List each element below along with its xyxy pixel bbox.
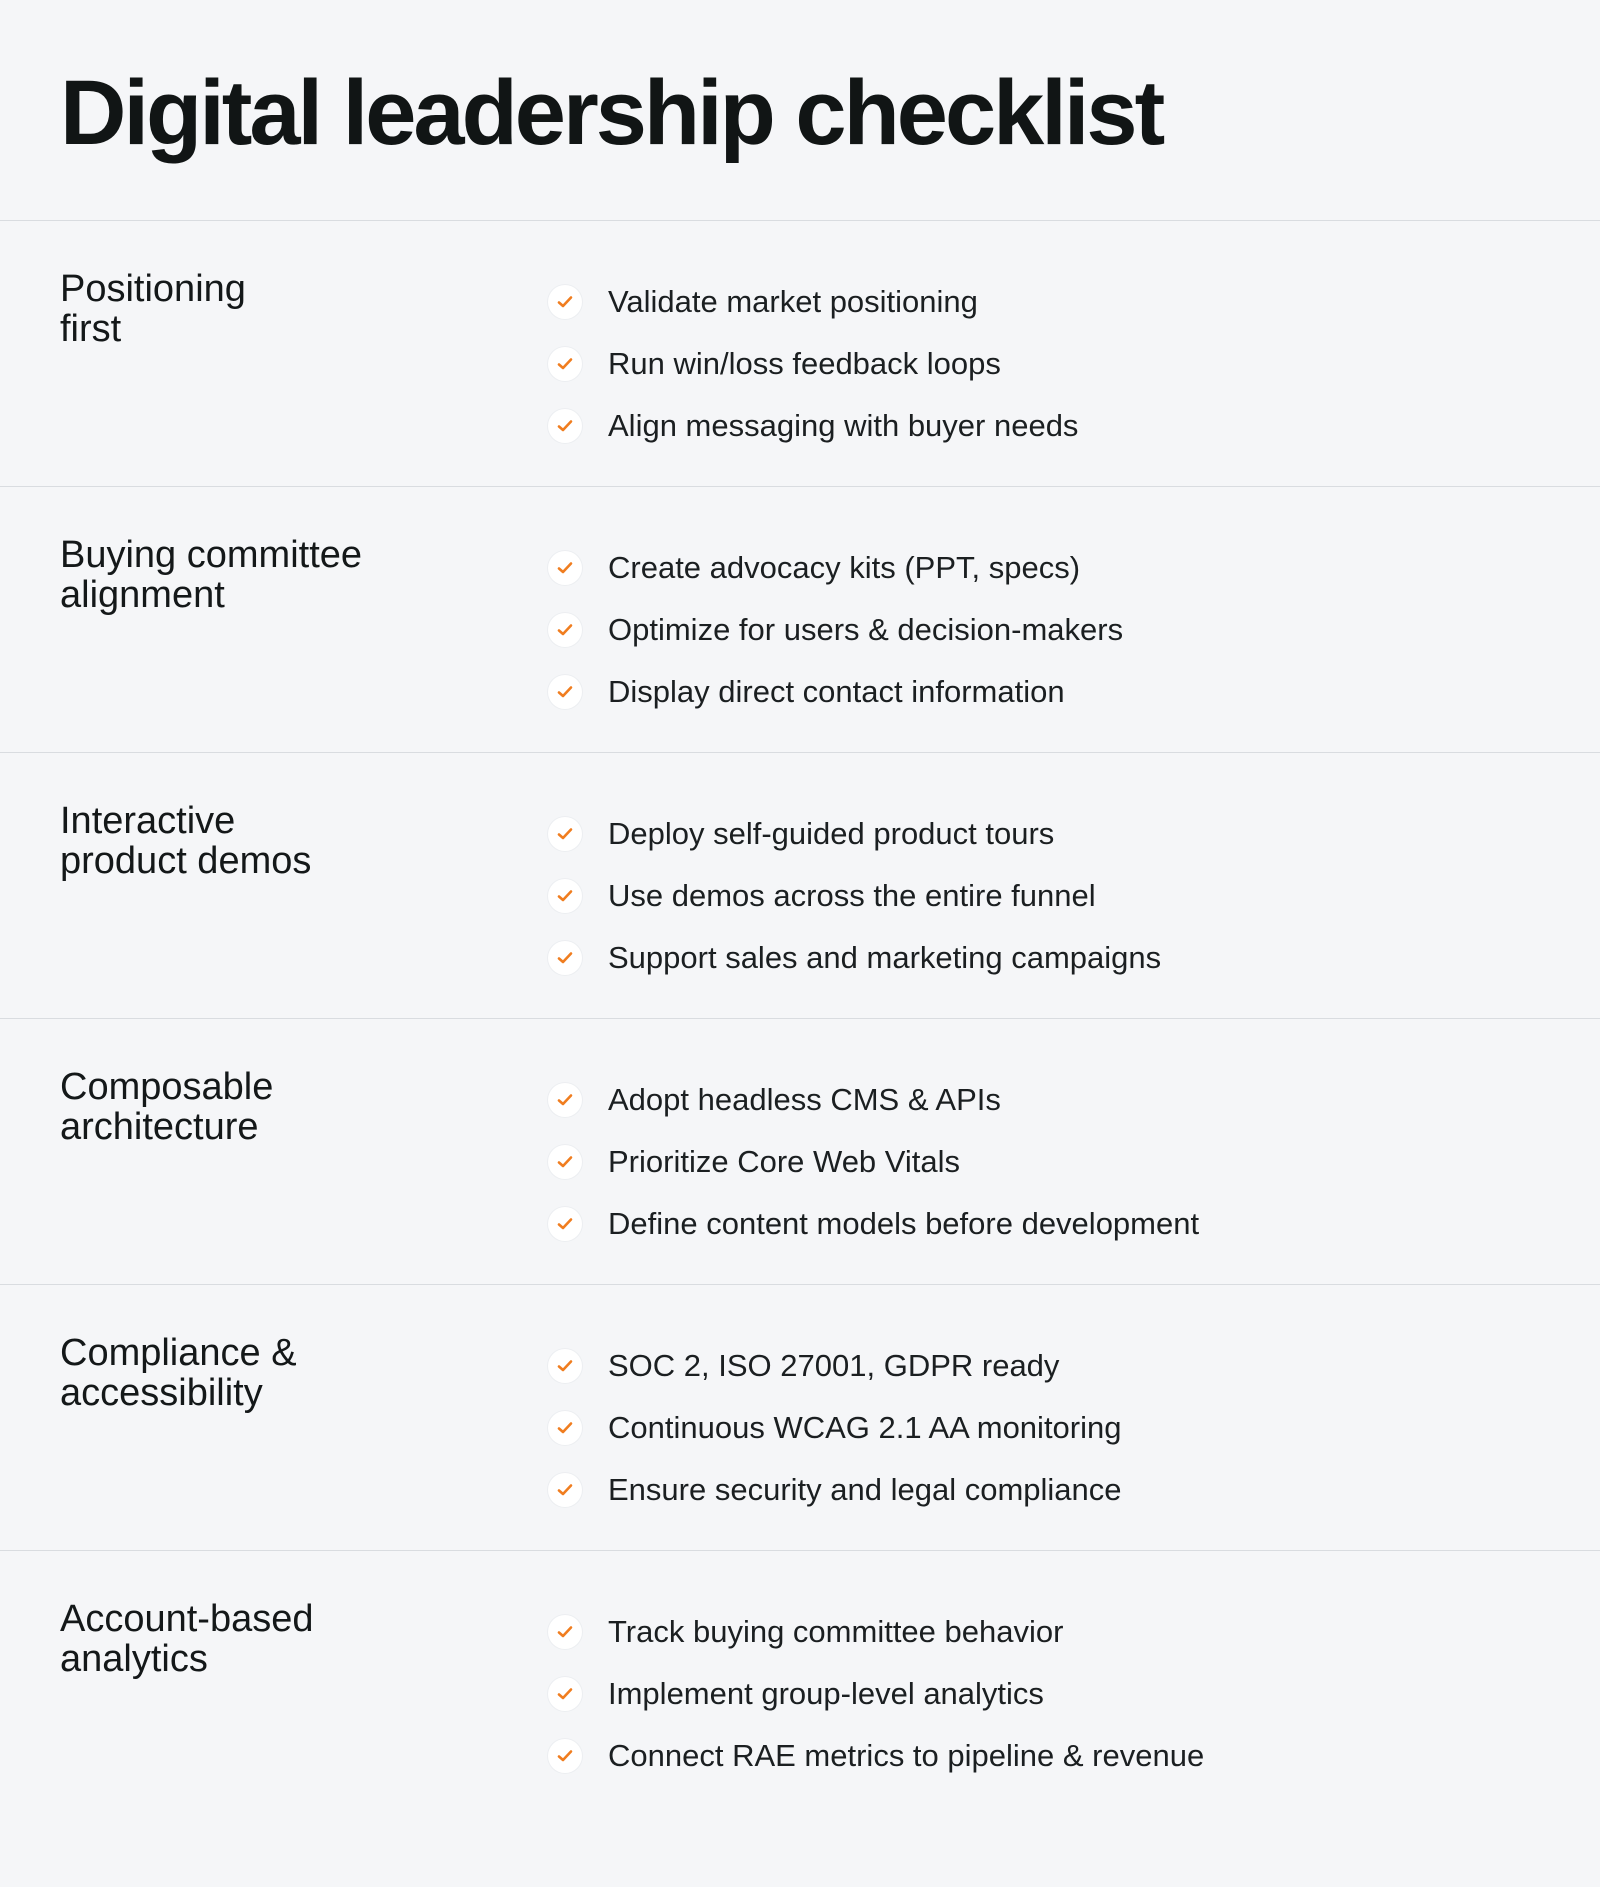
checklist-item-label: Display direct contact information <box>608 674 1065 709</box>
checklist-item <box>548 1725 1204 1787</box>
checklist-item <box>548 1459 1122 1521</box>
checklist-item-label: Align messaging with buyer needs <box>608 408 1079 443</box>
checkmark-icon <box>548 347 582 381</box>
checklist-item-label: Prioritize Core Web Vitals <box>608 1144 961 1179</box>
checklist-item-label: Use demos across the entire funnel <box>608 878 1096 913</box>
checklist-item-label: Run win/loss feedback loops <box>608 346 1001 381</box>
checkmark-icon <box>548 1145 582 1179</box>
checklist-item <box>548 1397 1122 1459</box>
checkmark-icon <box>548 1739 582 1773</box>
checklist-item-label: Implement group-level analytics <box>608 1676 1044 1711</box>
checkmark-icon <box>548 613 582 647</box>
checklist-item <box>548 599 1123 661</box>
checkmark-icon <box>548 1473 582 1507</box>
checkmark-icon <box>548 1677 582 1711</box>
checklist-item <box>548 927 1161 989</box>
checklist-item-label: Connect RAE metrics to pipeline & revenue <box>608 1738 1205 1773</box>
checklist-item <box>548 395 1078 457</box>
checklist-item <box>548 1335 1122 1397</box>
checklist-items <box>548 537 1123 723</box>
checklist-item-label: Create advocacy kits (PPT, specs) <box>608 550 1081 585</box>
checklist-item <box>548 1131 1199 1193</box>
checklist-item <box>548 1601 1204 1663</box>
checkmark-icon <box>548 1083 582 1117</box>
checklist-item <box>548 865 1161 927</box>
checklist-item <box>548 1663 1204 1725</box>
checklist-items <box>548 1601 1204 1787</box>
checkmark-icon <box>548 1207 582 1241</box>
checklist-item-label: Define content models before development <box>608 1206 1200 1241</box>
checklist-item-label: Validate market positioning <box>608 284 978 319</box>
checklist-item <box>548 537 1123 599</box>
checklist-items <box>548 1335 1122 1521</box>
page-title: Digital leadership checklist <box>60 62 1163 164</box>
checklist-items <box>548 803 1161 989</box>
checklist-section <box>0 220 1600 486</box>
checklist-items <box>548 271 1078 457</box>
checklist-item-label: Continuous WCAG 2.1 AA monitoring <box>608 1410 1122 1445</box>
checkmark-icon <box>548 1411 582 1445</box>
checklist-item-label: Deploy self-guided product tours <box>608 816 1055 851</box>
checklist-section <box>0 1550 1600 1816</box>
checkmark-icon <box>548 285 582 319</box>
checklist-item <box>548 1069 1199 1131</box>
checklist-item <box>548 1193 1199 1255</box>
section-title: Composable architecture <box>60 1066 274 1148</box>
checkmark-icon <box>548 879 582 913</box>
checklist-section <box>0 752 1600 1018</box>
checklist-sections <box>0 220 1600 1816</box>
checklist-section <box>0 486 1600 752</box>
checklist-items <box>548 1069 1199 1255</box>
checklist-item <box>548 271 1078 333</box>
section-title: Positioning first <box>60 268 246 350</box>
checklist-item-label: SOC 2, ISO 27001, GDPR ready <box>608 1348 1060 1383</box>
section-title: Interactive product demos <box>60 800 312 882</box>
checklist-section <box>0 1018 1600 1284</box>
checkmark-icon <box>548 1349 582 1383</box>
checklist-item-label: Optimize for users & decision-makers <box>608 612 1124 647</box>
checkmark-icon <box>548 941 582 975</box>
checklist-item-label: Ensure security and legal compliance <box>608 1472 1122 1507</box>
checkmark-icon <box>548 675 582 709</box>
checkmark-icon <box>548 817 582 851</box>
checklist-item-label: Adopt headless CMS & APIs <box>608 1082 1001 1117</box>
section-title: Compliance & accessibility <box>60 1332 297 1414</box>
section-title: Buying committee alignment <box>60 534 363 616</box>
checkmark-icon <box>548 409 582 443</box>
checkmark-icon <box>548 551 582 585</box>
checklist-item <box>548 661 1123 723</box>
checklist-item <box>548 333 1078 395</box>
section-title: Account-based analytics <box>60 1598 314 1680</box>
checkmark-icon <box>548 1615 582 1649</box>
checklist-section <box>0 1284 1600 1550</box>
checklist-item-label: Support sales and marketing campaigns <box>608 940 1162 975</box>
checklist-item-label: Track buying committee behavior <box>608 1614 1064 1649</box>
checklist-item <box>548 803 1161 865</box>
